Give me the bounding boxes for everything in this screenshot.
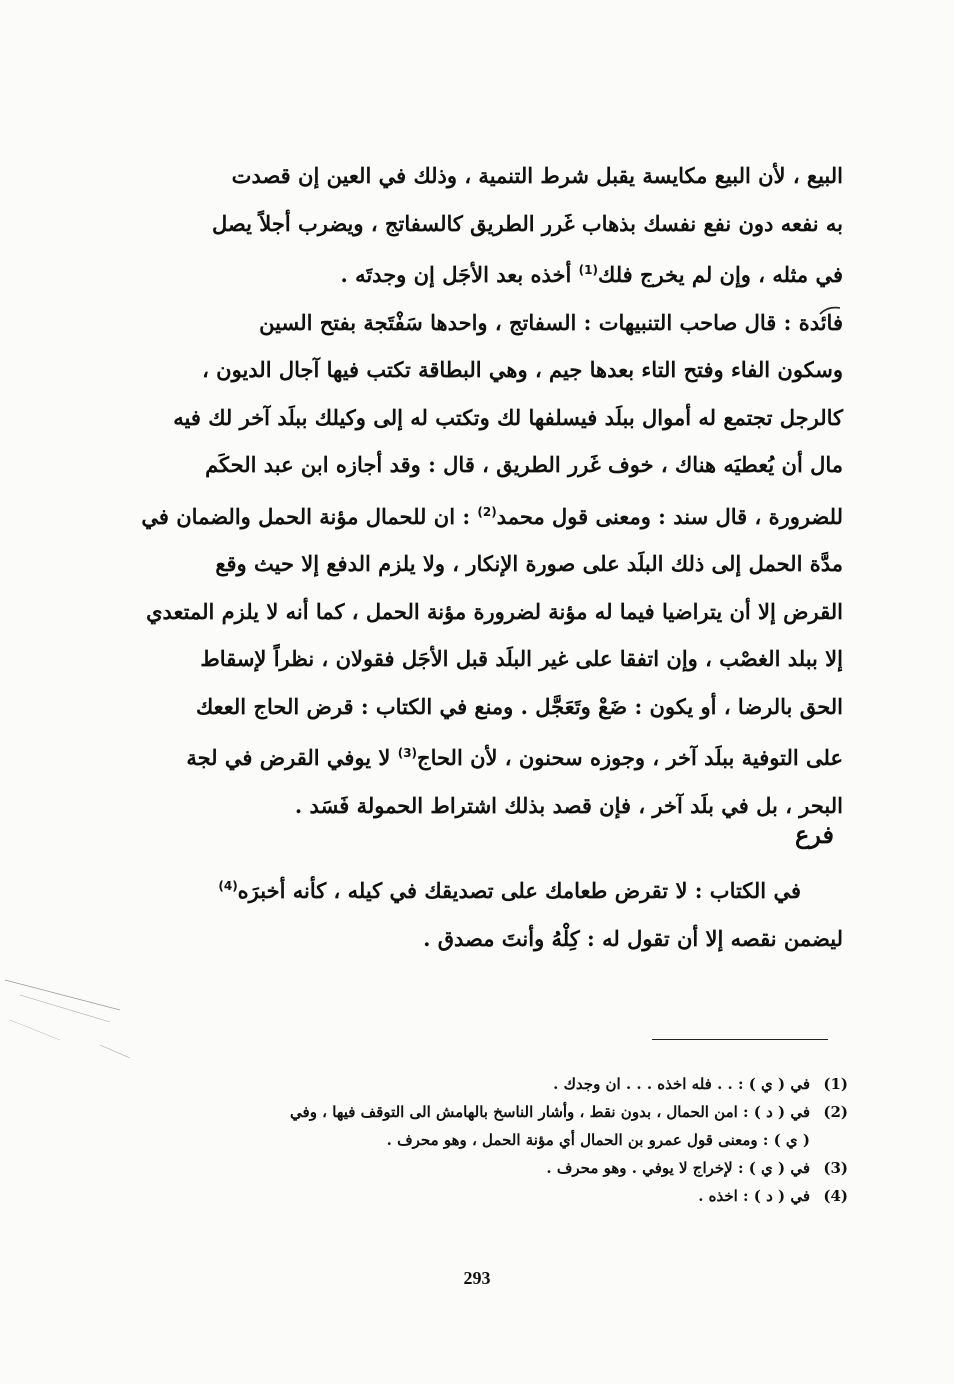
footnote-ref-2: (2) (477, 504, 497, 519)
footnote-4: (4)في ( د ) : اخذه . (698, 1187, 848, 1205)
text-line-16: ليضمن نقصه إلا أن تقول له : كِلْهُ وأنتَ مصدق . (423, 926, 843, 951)
scan-artifact-lines (0, 950, 130, 1060)
footnote-ref-4: (4) (218, 879, 238, 893)
faida-label: فائدة : (783, 309, 843, 335)
text-line-11: إلا ببلد الغصْب ، وإن اتفقا على غير البلَد قبل الأجَل فقولان ، نظراً لإسقاط (200, 646, 843, 671)
footnote-1: (1)في ( ي ) : . . فله اخذه . . . ان وجدك . (553, 1075, 848, 1093)
text-line-5: وسكون الفاء وفتح التاء بعدها جيم ، وهي البطاقة تكتب فيها آجال الديون ، (202, 357, 843, 382)
footnote-ref-1: (1) (578, 263, 598, 277)
footnote-2: (2)في ( د ) : امن الحمال ، بدون نقط ، وأشار الناسخ بالهامش الى التوقف فيها ، وفي (290, 1103, 848, 1121)
page-number: 293 (463, 1268, 491, 1288)
footnote-ref-3: (3) (397, 746, 418, 760)
text-line-12: الحق بالرضا ، أو يكون : ضَعْ وتَعَجَّل . ومنع في الكتاب : قرض الحاج الععك (195, 693, 843, 719)
kitab-title-2: الكتاب (709, 878, 767, 903)
text-line-2: به نفعه دون نفع نفسك بذهاب غَرر الطريق كالسفاتج ، ويضرب أجلاً يصل (212, 210, 843, 236)
second-paragraph (180, 862, 843, 963)
text-line-15: في الكتاب : لا تقرض طعامك على تصديقك في كيله ، كأنه أخبرَه$^{(4)}$ (218, 878, 801, 903)
text-line-6: كالرجل تجتمع له أموال ببلَد فيسلفها لك وتكتب له إلى وكيلك ببلَد آخر لك فيه (173, 404, 843, 430)
text-line-14: البحر ، بل في بلَد آخر ، فإن قصد بذلك اشتراط الحمولة فَسَد . (294, 792, 843, 818)
main-paragraph (141, 152, 843, 829)
text-line-10: القرض إلا أن يتراضيا فيما له مؤنة لضرورة مؤنة الحمل ، كما أنه لا يلزم المتعدي (146, 598, 843, 624)
text-line-9: مدَّة الحمل إلى ذلك البلَد على صورة الإنكار ، ولا يلزم الدفع إلا حيث وقع (215, 551, 843, 576)
footnote-2-continued: ( ي ) : ومعنى قول عمرو بن الحمال أي مؤنة الحمل ، وهو محرف . (386, 1131, 810, 1149)
text-line-7: مال أن يُعطيَه هناك ، خوف غَرر الطريق ، قال : وقد أجازه ابن عبد الحكَم (205, 452, 843, 477)
tanbihat-title: التنبيهات (598, 309, 673, 335)
text-line-8: للضرورة ، قال سند : ومعنى قول محمد$^{(2)}$ : ان للحمال مؤنة الحمل والضمان في (141, 503, 843, 529)
text-line-4: فائدة : قال صاحب التنبيهات : السفاتج ، واحدها سَفْتَجة بفتح السين (259, 309, 843, 335)
kitab-title: الكتاب (375, 693, 433, 719)
text-line-1: البيع ، لأن البيع مكايسة يقبل شرط التنمية ، وذلك في العين إن قصدت (231, 163, 843, 188)
text-line-3: في مثله ، وإن لم يخرج فلك$^{(1)}$ أخذه بعد الأجَل إن وجدتَه . (340, 262, 843, 287)
section-heading: فرع (794, 820, 834, 849)
footnote-3: (3)في ( ي ) : لإخراج لا يوفي . وهو محرف . (546, 1159, 848, 1177)
text-line-13: على التوفية ببلَد آخر ، وجوزه سحنون ، لأن الحاج$^{(3)}$ لا يوفي القرض في لجة (186, 745, 843, 770)
footnote-separator (652, 1039, 828, 1040)
footnotes (165, 1070, 848, 1210)
